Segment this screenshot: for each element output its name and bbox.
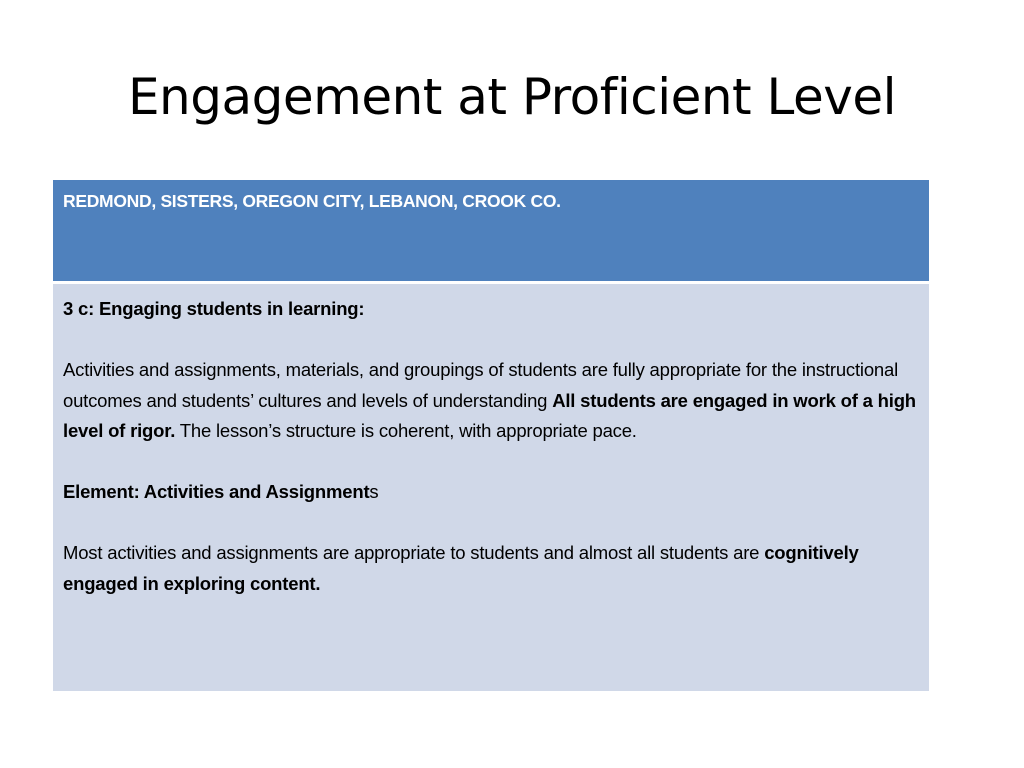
description-lead: Activities and assignments, materials, and groupings of students are fully appropriate for the instructional outcomes and students’ cultures and levels of understanding xyxy=(63,359,898,411)
element-description-emphasis: cognitively engaged in exploring content. xyxy=(63,542,859,594)
element-description-lead: Most activities and assignments are appropriate to students and almost all students are xyxy=(63,542,765,563)
element-heading-tail: s xyxy=(369,481,379,502)
component-description xyxy=(63,355,919,447)
table-header-cell xyxy=(53,180,929,281)
element-description xyxy=(63,538,919,599)
spacer xyxy=(63,325,919,356)
component-heading-text: 3 c: Engaging students in learning: xyxy=(63,298,365,319)
districts-label: REDMOND, SISTERS, OREGON CITY, LEBANON, CROOK CO. xyxy=(63,191,561,211)
slide-title: Engagement at Proficient Level xyxy=(127,68,897,126)
element-heading xyxy=(63,477,919,508)
spacer xyxy=(63,508,919,539)
element-heading-text: Element: Activities and Assignment xyxy=(63,481,370,502)
description-tail: The lesson’s structure is coherent, with appropriate pace. xyxy=(175,420,637,441)
content-table xyxy=(52,179,930,692)
component-heading xyxy=(63,294,919,325)
table-body-cell xyxy=(53,284,929,691)
spacer xyxy=(63,447,919,478)
description-emphasis: All students are engaged in work of a high level of rigor. xyxy=(63,389,916,441)
